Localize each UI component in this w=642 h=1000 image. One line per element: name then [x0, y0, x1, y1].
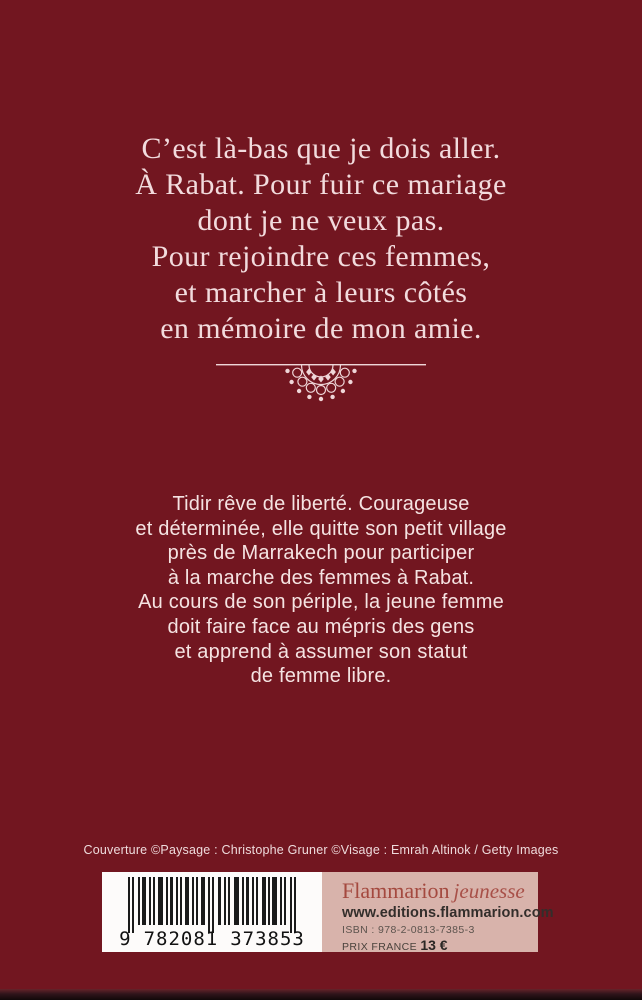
- quote-line: dont je ne veux pas.: [197, 204, 445, 237]
- synopsis-text: [0, 492, 642, 689]
- ean13-barcode-icon: [112, 877, 312, 933]
- barcode-digits-right: 373853: [230, 928, 305, 950]
- price-line: [342, 937, 538, 953]
- barcode-number: [102, 930, 322, 949]
- publisher-logo: [342, 879, 538, 902]
- publisher-panel: [322, 872, 554, 954]
- quote-line: C’est là-bas que je dois aller.: [141, 132, 501, 165]
- publisher-name: Flammarion: [342, 878, 450, 903]
- synopsis-line: Tidir rêve de liberté. Courageuse: [172, 493, 470, 515]
- publisher-website: www.editions.flammarion.com: [342, 905, 554, 922]
- cover-quote: [0, 131, 642, 347]
- synopsis-line: à la marche des femmes à Rabat.: [167, 566, 475, 589]
- isbn-text: ISBN : 978-2-0813-7385-3: [342, 924, 475, 937]
- quote-line: en mémoire de mon amie.: [160, 312, 482, 345]
- quote-line: À Rabat. Pour fuir ce mariage: [135, 168, 507, 201]
- synopsis-line: Au cours de son périple, la jeune femme: [138, 591, 504, 614]
- barcode-digit-lead: 9: [119, 928, 132, 950]
- barcode-panel: [102, 872, 322, 952]
- synopsis-line: de femme libre.: [250, 665, 392, 688]
- synopsis-line: et déterminée, elle quitte son petit village: [135, 517, 507, 540]
- cover-photo-credit: Couverture ©Paysage : Christophe Gruner ©Visage : Emrah Altinok / Getty Images: [83, 843, 559, 857]
- price-value: 13 €: [420, 937, 448, 954]
- price-label: PRIX FRANCE: [342, 941, 417, 954]
- quote-line: et marcher à leurs côtés: [174, 276, 468, 309]
- lace-ornament-divider-icon: [216, 359, 426, 413]
- publisher-imprint: jeunesse: [453, 879, 525, 903]
- book-bottom-edge: [0, 989, 642, 1000]
- quote-line: Pour rejoindre ces femmes,: [151, 240, 491, 273]
- synopsis-line: près de Marrakech pour participer: [167, 542, 475, 565]
- synopsis-line: doit faire face au mépris des gens: [167, 615, 475, 638]
- barcode-digits-left: 782081: [143, 928, 219, 950]
- synopsis-line: et apprend à assumer son statut: [174, 640, 468, 663]
